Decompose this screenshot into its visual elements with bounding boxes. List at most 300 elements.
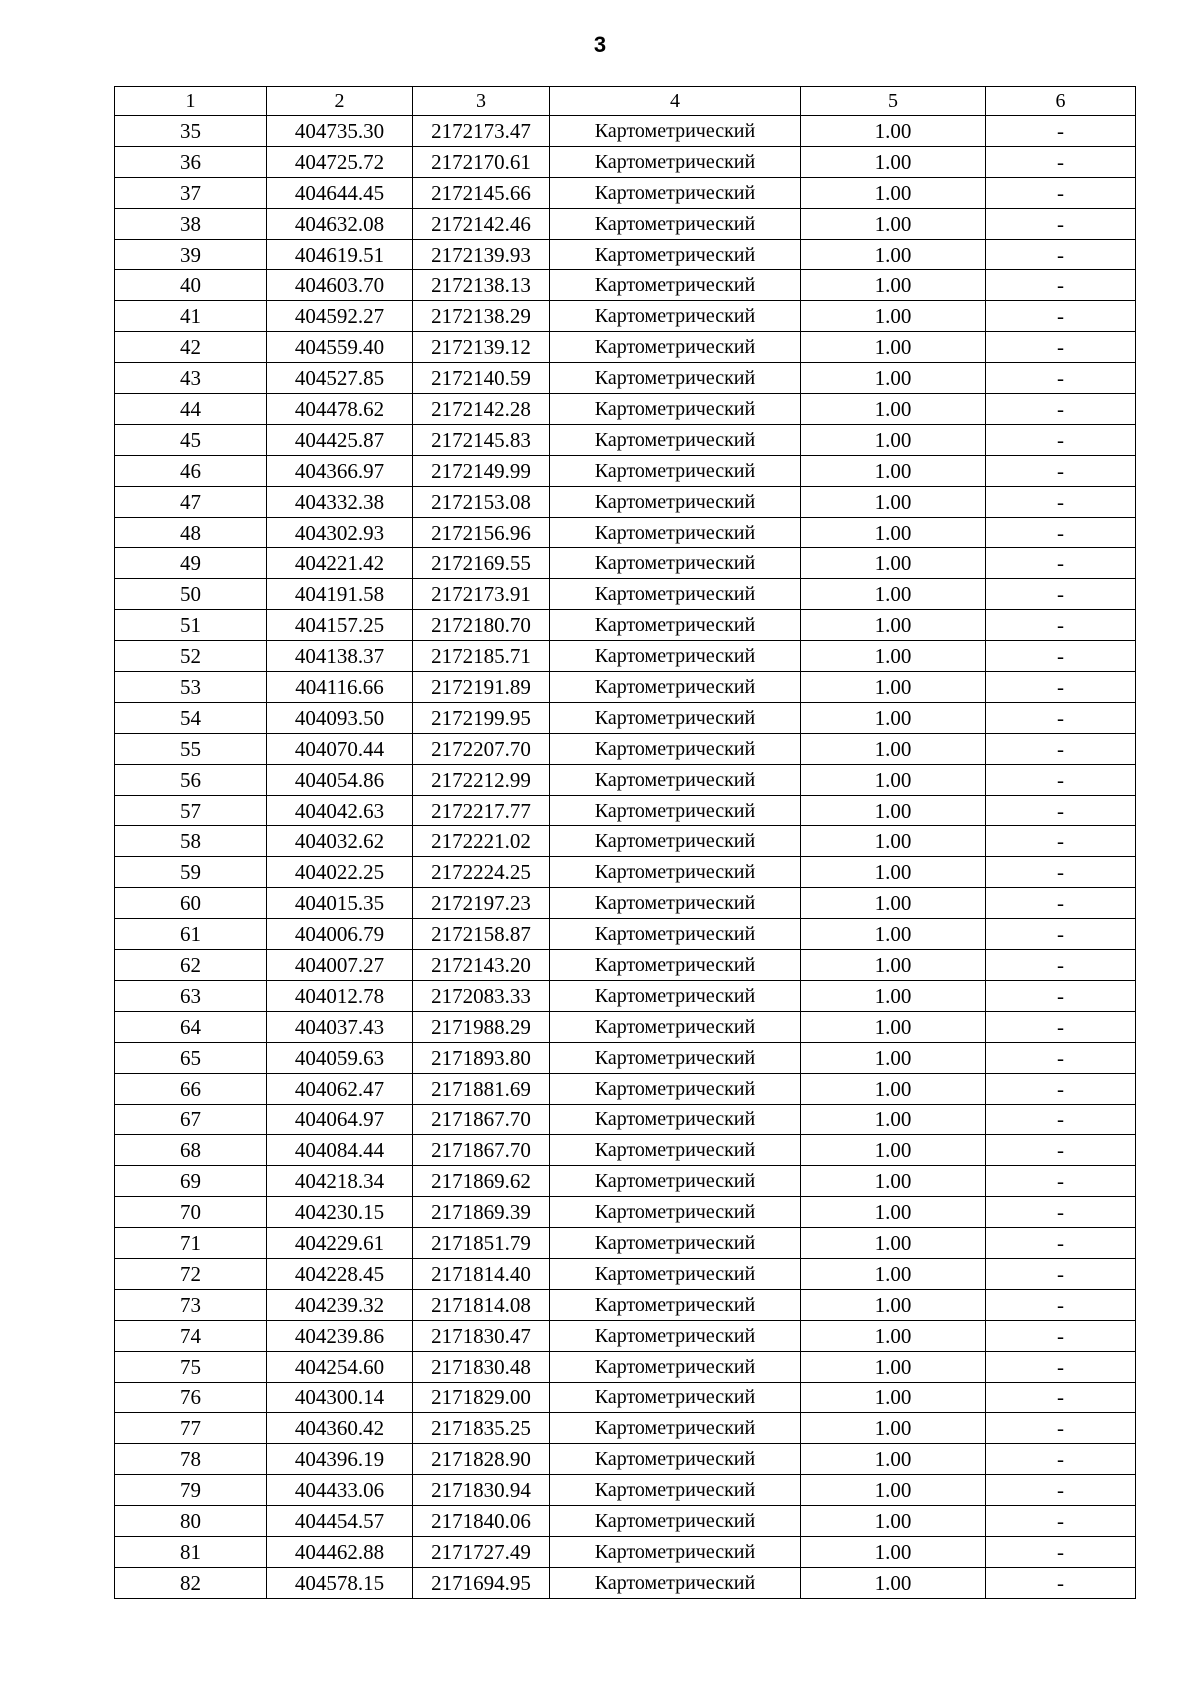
point-number-cell: 80 — [115, 1506, 267, 1537]
note-cell: - — [986, 270, 1136, 301]
point-number-cell: 42 — [115, 332, 267, 363]
x-coordinate-cell: 404559.40 — [267, 332, 413, 363]
y-coordinate-cell: 2172170.61 — [413, 146, 550, 177]
note-cell: - — [986, 486, 1136, 517]
table-row — [115, 301, 1136, 332]
x-coordinate-cell: 404070.44 — [267, 733, 413, 764]
accuracy-cell: 1.00 — [801, 795, 986, 826]
accuracy-cell: 1.00 — [801, 641, 986, 672]
accuracy-cell: 1.00 — [801, 1506, 986, 1537]
y-coordinate-cell: 2172142.46 — [413, 208, 550, 239]
x-coordinate-cell: 404619.51 — [267, 239, 413, 270]
accuracy-cell: 1.00 — [801, 455, 986, 486]
table-row — [115, 1536, 1136, 1567]
point-number-cell: 39 — [115, 239, 267, 270]
x-coordinate-cell: 404054.86 — [267, 764, 413, 795]
table-row — [115, 517, 1136, 548]
accuracy-cell: 1.00 — [801, 548, 986, 579]
method-cell: Картометрический — [550, 826, 801, 857]
table-row — [115, 1506, 1136, 1537]
y-coordinate-cell: 2172221.02 — [413, 826, 550, 857]
table-row — [115, 1166, 1136, 1197]
y-coordinate-cell: 2172224.25 — [413, 857, 550, 888]
table-row — [115, 270, 1136, 301]
x-coordinate-cell: 404644.45 — [267, 177, 413, 208]
accuracy-cell: 1.00 — [801, 1536, 986, 1567]
note-cell: - — [986, 857, 1136, 888]
note-cell: - — [986, 826, 1136, 857]
note-cell: - — [986, 1289, 1136, 1320]
table-row — [115, 1228, 1136, 1259]
note-cell: - — [986, 764, 1136, 795]
accuracy-cell: 1.00 — [801, 1382, 986, 1413]
table-body — [115, 116, 1136, 1599]
x-coordinate-cell: 404064.97 — [267, 1104, 413, 1135]
table-row — [115, 424, 1136, 455]
note-cell: - — [986, 641, 1136, 672]
method-cell: Картометрический — [550, 795, 801, 826]
note-cell: - — [986, 1351, 1136, 1382]
x-coordinate-cell: 404084.44 — [267, 1135, 413, 1166]
accuracy-cell: 1.00 — [801, 394, 986, 425]
y-coordinate-cell: 2171727.49 — [413, 1536, 550, 1567]
table-row — [115, 1289, 1136, 1320]
table-row — [115, 888, 1136, 919]
point-number-cell: 65 — [115, 1042, 267, 1073]
coordinates-table — [114, 86, 1136, 1599]
accuracy-cell: 1.00 — [801, 116, 986, 147]
point-number-cell: 58 — [115, 826, 267, 857]
note-cell: - — [986, 1197, 1136, 1228]
y-coordinate-cell: 2172197.23 — [413, 888, 550, 919]
table-row — [115, 486, 1136, 517]
y-coordinate-cell: 2172173.91 — [413, 579, 550, 610]
y-coordinate-cell: 2171988.29 — [413, 1011, 550, 1042]
method-cell: Картометрический — [550, 1382, 801, 1413]
y-coordinate-cell: 2171814.40 — [413, 1258, 550, 1289]
point-number-cell: 47 — [115, 486, 267, 517]
accuracy-cell: 1.00 — [801, 1289, 986, 1320]
table-row — [115, 764, 1136, 795]
point-number-cell: 64 — [115, 1011, 267, 1042]
x-coordinate-cell: 404725.72 — [267, 146, 413, 177]
method-cell: Картометрический — [550, 486, 801, 517]
method-cell: Картометрический — [550, 1320, 801, 1351]
y-coordinate-cell: 2171830.94 — [413, 1475, 550, 1506]
accuracy-cell: 1.00 — [801, 672, 986, 703]
method-cell: Картометрический — [550, 1197, 801, 1228]
method-cell: Картометрический — [550, 424, 801, 455]
accuracy-cell: 1.00 — [801, 826, 986, 857]
x-coordinate-cell: 404022.25 — [267, 857, 413, 888]
note-cell: - — [986, 1475, 1136, 1506]
note-cell: - — [986, 1073, 1136, 1104]
accuracy-cell: 1.00 — [801, 486, 986, 517]
note-cell: - — [986, 177, 1136, 208]
note-cell: - — [986, 239, 1136, 270]
x-coordinate-cell: 404032.62 — [267, 826, 413, 857]
method-cell: Картометрический — [550, 548, 801, 579]
x-coordinate-cell: 404006.79 — [267, 919, 413, 950]
table-header — [115, 87, 1136, 116]
note-cell: - — [986, 1104, 1136, 1135]
x-coordinate-cell: 404592.27 — [267, 301, 413, 332]
y-coordinate-cell: 2172169.55 — [413, 548, 550, 579]
table-row — [115, 146, 1136, 177]
x-coordinate-cell: 404012.78 — [267, 980, 413, 1011]
y-coordinate-cell: 2171881.69 — [413, 1073, 550, 1104]
x-coordinate-cell: 404360.42 — [267, 1413, 413, 1444]
table-row — [115, 208, 1136, 239]
y-coordinate-cell: 2172083.33 — [413, 980, 550, 1011]
accuracy-cell: 1.00 — [801, 702, 986, 733]
header-cell-col-2: 2 — [267, 87, 413, 116]
table-row — [115, 1444, 1136, 1475]
x-coordinate-cell: 404527.85 — [267, 363, 413, 394]
x-coordinate-cell: 404042.63 — [267, 795, 413, 826]
table-row — [115, 950, 1136, 981]
method-cell: Картометрический — [550, 1351, 801, 1382]
table-row — [115, 1320, 1136, 1351]
x-coordinate-cell: 404578.15 — [267, 1567, 413, 1598]
x-coordinate-cell: 404015.35 — [267, 888, 413, 919]
table-row — [115, 1475, 1136, 1506]
point-number-cell: 44 — [115, 394, 267, 425]
y-coordinate-cell: 2172180.70 — [413, 610, 550, 641]
accuracy-cell: 1.00 — [801, 1475, 986, 1506]
accuracy-cell: 1.00 — [801, 424, 986, 455]
point-number-cell: 77 — [115, 1413, 267, 1444]
y-coordinate-cell: 2172191.89 — [413, 672, 550, 703]
y-coordinate-cell: 2172139.12 — [413, 332, 550, 363]
x-coordinate-cell: 404228.45 — [267, 1258, 413, 1289]
method-cell: Картометрический — [550, 857, 801, 888]
method-cell: Картометрический — [550, 1042, 801, 1073]
table-row — [115, 1567, 1136, 1598]
method-cell: Картометрический — [550, 1413, 801, 1444]
point-number-cell: 78 — [115, 1444, 267, 1475]
accuracy-cell: 1.00 — [801, 1444, 986, 1475]
x-coordinate-cell: 404433.06 — [267, 1475, 413, 1506]
point-number-cell: 46 — [115, 455, 267, 486]
header-row — [115, 87, 1136, 116]
method-cell: Картометрический — [550, 579, 801, 610]
accuracy-cell: 1.00 — [801, 980, 986, 1011]
y-coordinate-cell: 2172173.47 — [413, 116, 550, 147]
method-cell: Картометрический — [550, 1011, 801, 1042]
method-cell: Картометрический — [550, 1073, 801, 1104]
point-number-cell: 40 — [115, 270, 267, 301]
x-coordinate-cell: 404007.27 — [267, 950, 413, 981]
accuracy-cell: 1.00 — [801, 579, 986, 610]
note-cell: - — [986, 980, 1136, 1011]
point-number-cell: 79 — [115, 1475, 267, 1506]
method-cell: Картометрический — [550, 980, 801, 1011]
note-cell: - — [986, 548, 1136, 579]
y-coordinate-cell: 2172158.87 — [413, 919, 550, 950]
accuracy-cell: 1.00 — [801, 1042, 986, 1073]
point-number-cell: 74 — [115, 1320, 267, 1351]
point-number-cell: 69 — [115, 1166, 267, 1197]
note-cell: - — [986, 1506, 1136, 1537]
header-cell-col-3: 3 — [413, 87, 550, 116]
accuracy-cell: 1.00 — [801, 332, 986, 363]
method-cell: Картометрический — [550, 517, 801, 548]
y-coordinate-cell: 2171829.00 — [413, 1382, 550, 1413]
method-cell: Картометрический — [550, 1289, 801, 1320]
method-cell: Картометрический — [550, 641, 801, 672]
note-cell: - — [986, 579, 1136, 610]
note-cell: - — [986, 1042, 1136, 1073]
note-cell: - — [986, 795, 1136, 826]
method-cell: Картометрический — [550, 394, 801, 425]
table-row — [115, 919, 1136, 950]
x-coordinate-cell: 404396.19 — [267, 1444, 413, 1475]
accuracy-cell: 1.00 — [801, 764, 986, 795]
method-cell: Картометрический — [550, 332, 801, 363]
accuracy-cell: 1.00 — [801, 1135, 986, 1166]
table-row — [115, 177, 1136, 208]
note-cell: - — [986, 301, 1136, 332]
method-cell: Картометрический — [550, 1104, 801, 1135]
accuracy-cell: 1.00 — [801, 1351, 986, 1382]
y-coordinate-cell: 2172207.70 — [413, 733, 550, 764]
y-coordinate-cell: 2172156.96 — [413, 517, 550, 548]
table-row — [115, 332, 1136, 363]
x-coordinate-cell: 404138.37 — [267, 641, 413, 672]
method-cell: Картометрический — [550, 116, 801, 147]
point-number-cell: 38 — [115, 208, 267, 239]
y-coordinate-cell: 2172139.93 — [413, 239, 550, 270]
method-cell: Картометрический — [550, 239, 801, 270]
table-row — [115, 795, 1136, 826]
method-cell: Картометрический — [550, 764, 801, 795]
y-coordinate-cell: 2171867.70 — [413, 1135, 550, 1166]
point-number-cell: 49 — [115, 548, 267, 579]
point-number-cell: 62 — [115, 950, 267, 981]
point-number-cell: 48 — [115, 517, 267, 548]
method-cell: Картометрический — [550, 455, 801, 486]
x-coordinate-cell: 404229.61 — [267, 1228, 413, 1259]
x-coordinate-cell: 404218.34 — [267, 1166, 413, 1197]
accuracy-cell: 1.00 — [801, 857, 986, 888]
method-cell: Картометрический — [550, 301, 801, 332]
note-cell: - — [986, 363, 1136, 394]
x-coordinate-cell: 404037.43 — [267, 1011, 413, 1042]
point-number-cell: 82 — [115, 1567, 267, 1598]
note-cell: - — [986, 1011, 1136, 1042]
point-number-cell: 72 — [115, 1258, 267, 1289]
x-coordinate-cell: 404191.58 — [267, 579, 413, 610]
accuracy-cell: 1.00 — [801, 1011, 986, 1042]
y-coordinate-cell: 2172212.99 — [413, 764, 550, 795]
point-number-cell: 35 — [115, 116, 267, 147]
point-number-cell: 54 — [115, 702, 267, 733]
y-coordinate-cell: 2171828.90 — [413, 1444, 550, 1475]
note-cell: - — [986, 1567, 1136, 1598]
point-number-cell: 61 — [115, 919, 267, 950]
x-coordinate-cell: 404462.88 — [267, 1536, 413, 1567]
y-coordinate-cell: 2172138.29 — [413, 301, 550, 332]
method-cell: Картометрический — [550, 1135, 801, 1166]
y-coordinate-cell: 2171869.39 — [413, 1197, 550, 1228]
point-number-cell: 76 — [115, 1382, 267, 1413]
method-cell: Картометрический — [550, 270, 801, 301]
y-coordinate-cell: 2171867.70 — [413, 1104, 550, 1135]
table-row — [115, 1382, 1136, 1413]
point-number-cell: 41 — [115, 301, 267, 332]
point-number-cell: 55 — [115, 733, 267, 764]
accuracy-cell: 1.00 — [801, 950, 986, 981]
note-cell: - — [986, 919, 1136, 950]
table-row — [115, 1011, 1136, 1042]
accuracy-cell: 1.00 — [801, 1258, 986, 1289]
accuracy-cell: 1.00 — [801, 919, 986, 950]
y-coordinate-cell: 2171840.06 — [413, 1506, 550, 1537]
note-cell: - — [986, 1258, 1136, 1289]
x-coordinate-cell: 404332.38 — [267, 486, 413, 517]
x-coordinate-cell: 404116.66 — [267, 672, 413, 703]
table-row — [115, 1197, 1136, 1228]
x-coordinate-cell: 404230.15 — [267, 1197, 413, 1228]
y-coordinate-cell: 2171814.08 — [413, 1289, 550, 1320]
table-row — [115, 1042, 1136, 1073]
y-coordinate-cell: 2172185.71 — [413, 641, 550, 672]
table-row — [115, 672, 1136, 703]
x-coordinate-cell: 404632.08 — [267, 208, 413, 239]
table-row — [115, 1258, 1136, 1289]
x-coordinate-cell: 404735.30 — [267, 116, 413, 147]
accuracy-cell: 1.00 — [801, 1166, 986, 1197]
x-coordinate-cell: 404221.42 — [267, 548, 413, 579]
method-cell: Картометрический — [550, 1536, 801, 1567]
accuracy-cell: 1.00 — [801, 177, 986, 208]
header-cell-col-6: 6 — [986, 87, 1136, 116]
accuracy-cell: 1.00 — [801, 517, 986, 548]
table-row — [115, 857, 1136, 888]
x-coordinate-cell: 404454.57 — [267, 1506, 413, 1537]
accuracy-cell: 1.00 — [801, 363, 986, 394]
note-cell: - — [986, 394, 1136, 425]
method-cell: Картометрический — [550, 888, 801, 919]
table-row — [115, 363, 1136, 394]
point-number-cell: 43 — [115, 363, 267, 394]
table-row — [115, 980, 1136, 1011]
method-cell: Картометрический — [550, 919, 801, 950]
method-cell: Картометрический — [550, 363, 801, 394]
y-coordinate-cell: 2172145.66 — [413, 177, 550, 208]
accuracy-cell: 1.00 — [801, 270, 986, 301]
note-cell: - — [986, 1444, 1136, 1475]
table-row — [115, 239, 1136, 270]
x-coordinate-cell: 404366.97 — [267, 455, 413, 486]
y-coordinate-cell: 2171869.62 — [413, 1166, 550, 1197]
table-row — [115, 826, 1136, 857]
note-cell: - — [986, 950, 1136, 981]
y-coordinate-cell: 2172199.95 — [413, 702, 550, 733]
point-number-cell: 73 — [115, 1289, 267, 1320]
method-cell: Картометрический — [550, 1228, 801, 1259]
method-cell: Картометрический — [550, 610, 801, 641]
y-coordinate-cell: 2172140.59 — [413, 363, 550, 394]
accuracy-cell: 1.00 — [801, 1228, 986, 1259]
point-number-cell: 53 — [115, 672, 267, 703]
table-row — [115, 455, 1136, 486]
method-cell: Картометрический — [550, 177, 801, 208]
point-number-cell: 75 — [115, 1351, 267, 1382]
y-coordinate-cell: 2171830.47 — [413, 1320, 550, 1351]
y-coordinate-cell: 2171835.25 — [413, 1413, 550, 1444]
accuracy-cell: 1.00 — [801, 888, 986, 919]
method-cell: Картометрический — [550, 1166, 801, 1197]
point-number-cell: 51 — [115, 610, 267, 641]
note-cell: - — [986, 208, 1136, 239]
method-cell: Картометрический — [550, 1567, 801, 1598]
point-number-cell: 67 — [115, 1104, 267, 1135]
note-cell: - — [986, 888, 1136, 919]
note-cell: - — [986, 455, 1136, 486]
x-coordinate-cell: 404254.60 — [267, 1351, 413, 1382]
method-cell: Картометрический — [550, 1475, 801, 1506]
point-number-cell: 70 — [115, 1197, 267, 1228]
x-coordinate-cell: 404239.32 — [267, 1289, 413, 1320]
accuracy-cell: 1.00 — [801, 1413, 986, 1444]
x-coordinate-cell: 404603.70 — [267, 270, 413, 301]
accuracy-cell: 1.00 — [801, 733, 986, 764]
method-cell: Картометрический — [550, 1444, 801, 1475]
point-number-cell: 81 — [115, 1536, 267, 1567]
point-number-cell: 52 — [115, 641, 267, 672]
x-coordinate-cell: 404300.14 — [267, 1382, 413, 1413]
header-cell-col-5: 5 — [801, 87, 986, 116]
table-row — [115, 610, 1136, 641]
note-cell: - — [986, 517, 1136, 548]
header-cell-col-1: 1 — [115, 87, 267, 116]
accuracy-cell: 1.00 — [801, 1197, 986, 1228]
note-cell: - — [986, 1320, 1136, 1351]
method-cell: Картометрический — [550, 950, 801, 981]
y-coordinate-cell: 2172149.99 — [413, 455, 550, 486]
accuracy-cell: 1.00 — [801, 239, 986, 270]
table-row — [115, 1413, 1136, 1444]
x-coordinate-cell: 404239.86 — [267, 1320, 413, 1351]
table-row — [115, 733, 1136, 764]
note-cell: - — [986, 672, 1136, 703]
point-number-cell: 59 — [115, 857, 267, 888]
point-number-cell: 37 — [115, 177, 267, 208]
point-number-cell: 50 — [115, 579, 267, 610]
table-row — [115, 1104, 1136, 1135]
note-cell: - — [986, 146, 1136, 177]
x-coordinate-cell: 404478.62 — [267, 394, 413, 425]
point-number-cell: 60 — [115, 888, 267, 919]
x-coordinate-cell: 404062.47 — [267, 1073, 413, 1104]
point-number-cell: 56 — [115, 764, 267, 795]
method-cell: Картометрический — [550, 1258, 801, 1289]
y-coordinate-cell: 2172138.13 — [413, 270, 550, 301]
table-row — [115, 702, 1136, 733]
table-row — [115, 1073, 1136, 1104]
accuracy-cell: 1.00 — [801, 610, 986, 641]
accuracy-cell: 1.00 — [801, 1073, 986, 1104]
y-coordinate-cell: 2171830.48 — [413, 1351, 550, 1382]
method-cell: Картометрический — [550, 672, 801, 703]
table-row — [115, 579, 1136, 610]
y-coordinate-cell: 2171893.80 — [413, 1042, 550, 1073]
page-number: 3 — [593, 32, 607, 57]
accuracy-cell: 1.00 — [801, 1320, 986, 1351]
table-row — [115, 548, 1136, 579]
